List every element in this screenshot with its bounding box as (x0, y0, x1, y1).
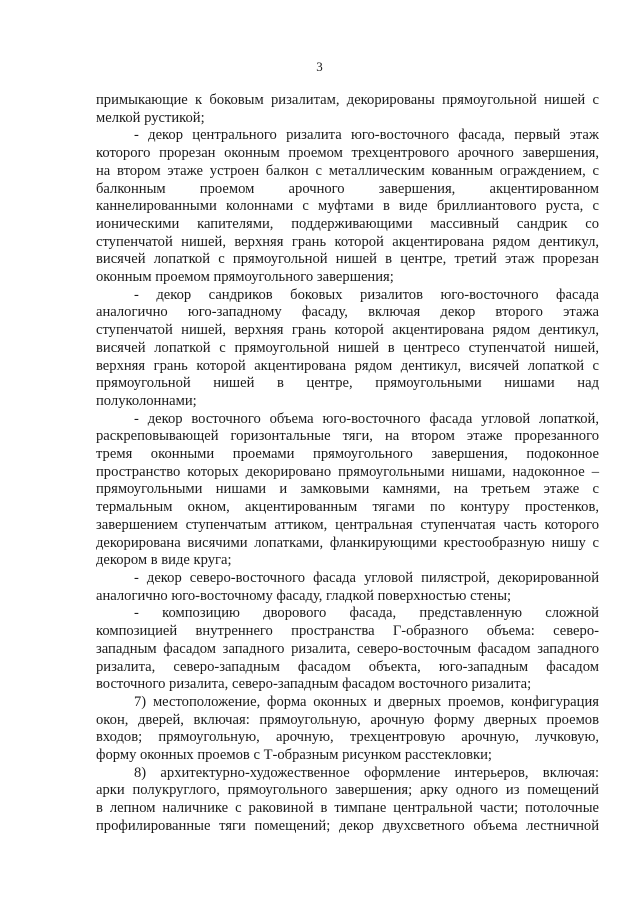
text-line: ступенчатой нишей, верхняя грань которой акцентирована рядом дентикул, (96, 322, 599, 339)
text-line: профилированные тяги помещений; декор двухсветного объема лестничной (96, 817, 599, 834)
text-line: аналогично юго-восточному фасаду, гладкой поверхностью стены; (96, 587, 512, 604)
text-line: завершением ступенчатым аттиком, центральная ступенчатая часть которого (96, 516, 599, 533)
document-body (96, 92, 599, 836)
text-line: композицией внутреннего пространства Г-образного объема: северо- (96, 623, 599, 640)
text-line: аналогично юго-западному фасаду, включая декор второго этажа (96, 304, 599, 321)
text-line: - декор восточного объема юго-восточного фасада угловой лопаткой, (134, 410, 599, 427)
text-line: - композицию дворового фасада, представленную сложной (134, 605, 599, 622)
text-line: прямоугольными нишами и замковыми камнями, на третьем этаже с (96, 481, 599, 498)
text-line: висячей лопаткой с прямоугольной нишей в центресо ступенчатой нишей, (96, 339, 599, 356)
text-line: висячей лопаткой с прямоугольной нишей в центре, третий этаж прорезан (96, 251, 599, 268)
text-line: балконным проемом арочного завершения, акцентированном (96, 180, 599, 197)
text-line: на втором этаже устроен балкон с металлическим кованным ограждением, с (96, 162, 599, 179)
text-line: 8) архитектурно-художественное оформление интерьеров, включая: (134, 764, 599, 781)
text-line: декором в виде круга; (96, 552, 232, 569)
text-line: ионическими капителями, поддерживающими массивный сандрик со (96, 215, 599, 232)
text-line: примыкающие к боковым ризалитам, декорированы прямоугольной нишей с (96, 92, 599, 108)
text-line: ризалита, северо-западным фасадом объекта, юго-западным фасадом (96, 658, 599, 675)
text-line: мелкой рустикой; (96, 109, 205, 126)
text-line: окон, дверей, включая: прямоугольную, арочную форму дверных проемов (96, 711, 599, 728)
text-line: входов; прямоугольную, арочную, трехцентровую арочную, лучковую, (96, 729, 599, 746)
text-line: каннелированными колоннами с муфтами в виде бриллиантового руста, с (96, 198, 599, 215)
text-line: форму оконных проемов с Т-образным рисунком расстекловки; (96, 747, 492, 764)
text-line: ступенчатой нишей, верхняя грань которой акцентирована рядом дентикул, (96, 233, 599, 250)
text-line: оконным проемом прямоугольного завершения; (96, 269, 394, 286)
text-line: западным фасадом западного ризалита, северо-восточным фасадом западного (96, 640, 599, 657)
text-line: раскреповывающей горизонтальные тяги, на втором этаже прорезанного (96, 428, 599, 445)
text-line: тремя оконными проемами прямоугольного завершения, подоконное (96, 446, 599, 463)
text-line: термальным окном, акцентированным тягами по контуру простенков, (96, 499, 599, 516)
text-line: декорирована висячими лопатками, фланкирующими крестообразную нишу с (96, 534, 599, 551)
page-number: 3 (316, 59, 323, 74)
text-line: - декор центрального ризалита юго-восточного фасада, первый этаж (134, 127, 599, 144)
text-line: 7) местоположение, форма оконных и дверных проемов, конфигурация (134, 693, 599, 710)
text-line: - декор северо-восточного фасада угловой пилястрой, декорированной (134, 569, 599, 586)
text-line: которого прорезан оконным проемом трехцентрового арочного завершения, (96, 145, 599, 162)
text-line: - декор сандриков боковых ризалитов юго-восточного фасада (134, 286, 599, 303)
text-line: полуколоннами; (96, 392, 197, 409)
text-line: восточного ризалита, северо-западным фасадом восточного ризалита; (96, 676, 532, 693)
text-line: пространство которых декорировано прямоугольными нишами, надоконное – (96, 463, 599, 480)
text-line: арки полукруглого, прямоугольного завершения; арку одного из помещений (96, 782, 599, 799)
text-line: прямоугольной нишей в центре, прямоугольными нишами над (96, 375, 599, 392)
text-line: верхняя грань которой акцентирована рядом дентикул, висячей лопаткой с (96, 357, 599, 374)
text-line: в лепном наличнике с раковиной в тимпане центральной части; потолочные (96, 800, 599, 817)
